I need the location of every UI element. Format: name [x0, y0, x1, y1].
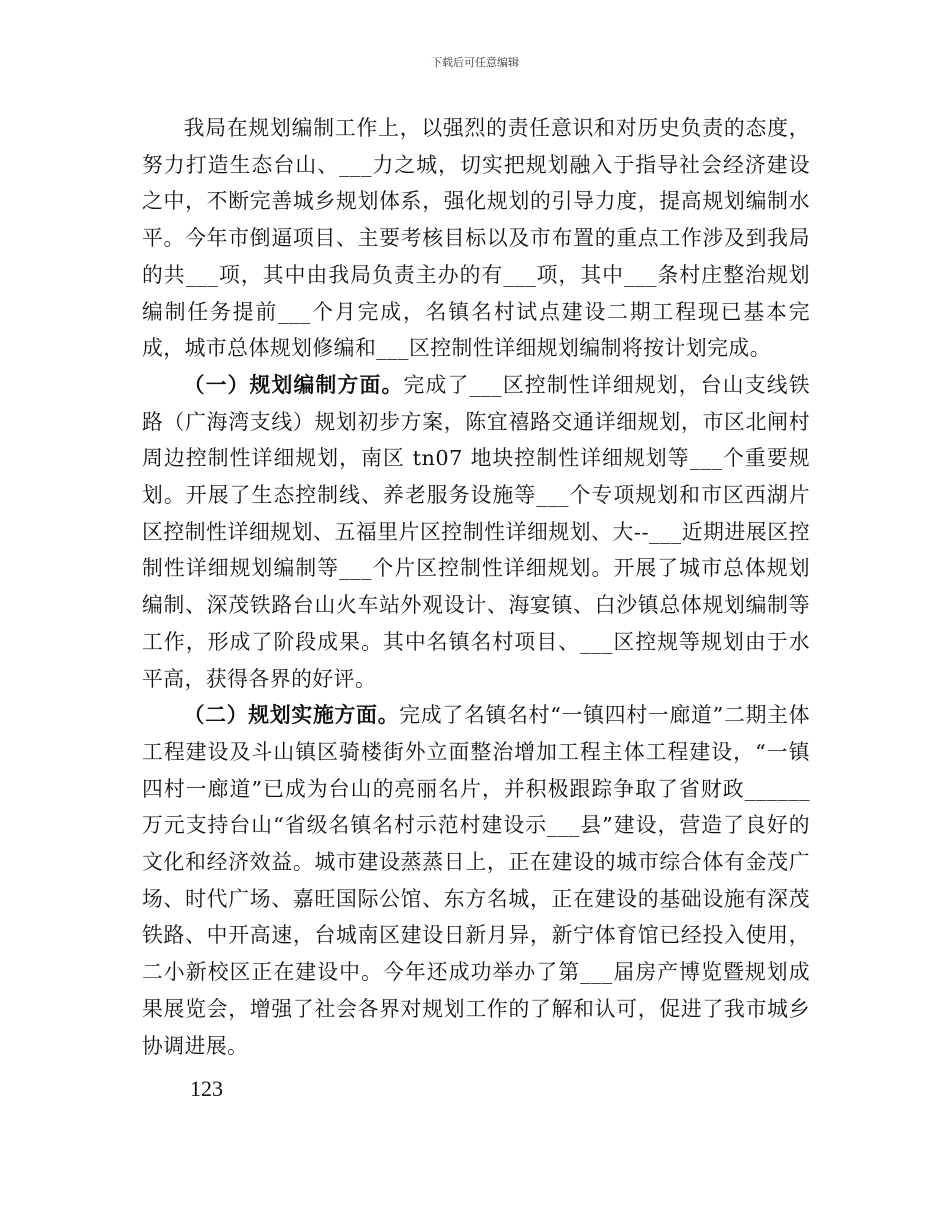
section-heading-planning-compilation: （一）规划编制方面。 — [183, 371, 404, 397]
paragraph-intro — [142, 110, 810, 367]
document-body — [142, 110, 810, 1064]
page-number: 123 — [190, 1076, 223, 1101]
paragraph-planning-compilation — [142, 367, 810, 697]
page-header-note: 下载后可任意编辑 — [431, 56, 519, 69]
paragraph-intro-text: 我局在规划编制工作上，以强烈的责任意识和对历史负责的态度，努力打造生态台山、___力之城，切实把规划融入于指导社会经济建设之中，不断完善城乡规划体系，强化规划的引导力度，提高规划编制水平。今年市倒逼项目、主要考核目标以及市布置的重点工作涉及到我局的共___项，其中由我局负责主办的有___项，其中___条村庄整治规划编制任务提前___个月完成，名镇名村试点建设二期工程现已基本完成，城市总体规划修编和___区控制性详细规划编制将按计划完成。 — [142, 116, 810, 361]
paragraph-planning-implementation-text: 完成了名镇名村“一镇四村一廊道”二期主体工程建设及斗山镇区骑楼街外立面整治增加工程主体工程建设，“一镇四村一廊道”已成为台山的亮丽名片，并积极跟踪争取了省财政______万元支持台山“省级名镇名村示范村建设示___县”建设，营造了良好的文化和经济效益。城市建设蒸蒸日上，正在建设的城市综合体有金茂广场、时代广场、嘉旺国际公馆、东方名城，正在建设的基础设施有深茂铁路、中开高速，台城南区建设日新月异，新宁体育馆已经投入使用，二小新校区正在建设中。今年还成功举办了第___届房产博览暨规划成果展览会，增强了社会各界对规划工作的了解和认可，促进了我市城乡协调进展。 — [142, 703, 811, 1058]
paragraph-planning-implementation — [142, 697, 810, 1064]
section-heading-planning-implementation: （二）规划实施方面。 — [183, 702, 400, 728]
paragraph-planning-compilation-text: 完成了___区控制性详细规划，台山支线铁路（广海湾支线）规划初步方案，陈宜禧路交通详细规划，市区北闸村周边控制性详细规划，南区 tn07 地块控制性详细规划等___个重要规划。开展了生态控制线、养老服务设施等___个专项规划和市区西湖片区控制性详细规划、五福里片区控制性详细规划、大--___近期进展区控制性详细规划编制等___个片区控制性详细规划。开展了城市总体规划编制、深茂铁路台山火车站外观设计、海宴镇、白沙镇总体规划编制等工作，形成了阶段成果。其中名镇名村项目、___区控规等规划由于水平高，获得各界的好评。 — [142, 372, 810, 691]
